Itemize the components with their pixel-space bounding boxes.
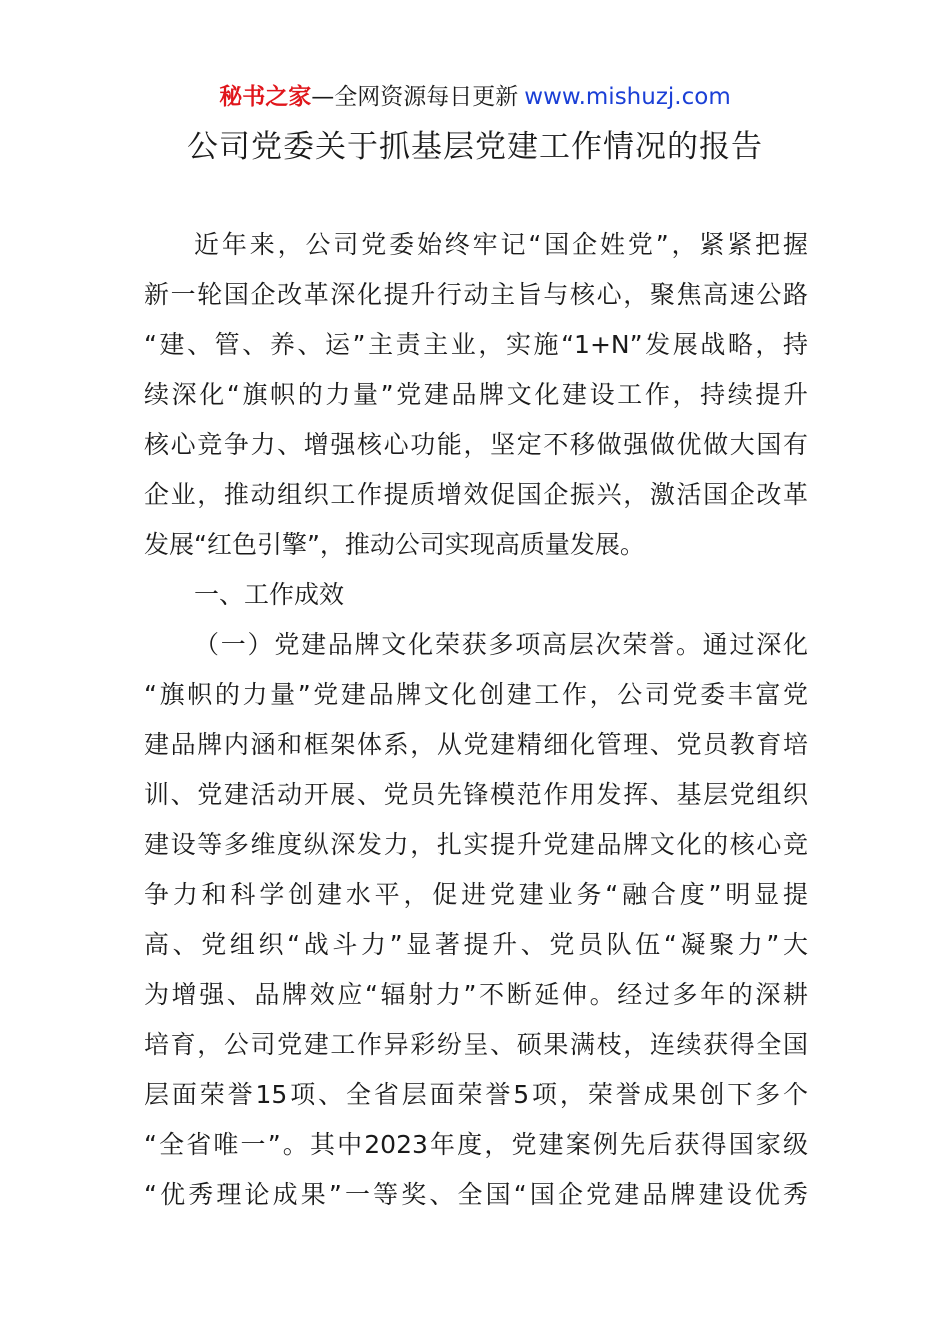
body-line: “优秀理论成果”一等奖、全国“国企党建品牌建设优秀 xyxy=(144,1180,808,1209)
body-line: 高、党组织“战斗力”显著提升、党员队伍“凝聚力”大 xyxy=(144,930,808,959)
body-line: 企业，推动组织工作提质增效促国企振兴，激活国企改革 xyxy=(144,480,808,509)
body-line: 培育，公司党建工作异彩纷呈、硕果满枝，连续获得全国 xyxy=(144,1030,808,1059)
body-line: 核心竞争力、增强核心功能，坚定不移做强做优做大国有 xyxy=(144,430,808,459)
body-line: 建品牌内涵和框架体系，从党建精细化管理、党员教育培 xyxy=(144,730,808,759)
body-line: “旗帜的力量”党建品牌文化创建工作，公司党委丰富党 xyxy=(144,680,808,709)
body-line: “建、管、养、运”主责主业，实施“1+N”发展战略，持 xyxy=(144,330,808,359)
section-heading: 一、工作成效 xyxy=(194,580,345,609)
body-line: 建设等多维度纵深发力，扎实提升党建品牌文化的核心竞 xyxy=(144,830,808,859)
site-url-link[interactable]: www.mishuzj.com xyxy=(524,84,731,110)
body-line: 发展“红色引擎”，推动公司实现高质量发展。 xyxy=(144,530,645,559)
body-line: （一）党建品牌文化荣获多项高层次荣誉。通过深化 xyxy=(194,630,808,659)
body-line: 为增强、品牌效应“辐射力”不断延伸。经过多年的深耕 xyxy=(144,980,808,1009)
body-line: 争力和科学创建水平，促进党建业务“融合度”明显提 xyxy=(144,880,808,909)
site-slogan: —全网资源每日更新 xyxy=(311,84,519,110)
body-line: 训、党建活动开展、党员先锋模范作用发挥、基层党组织 xyxy=(144,780,808,809)
body-line: “全省唯一”。其中2023年度，党建案例先后获得国家级 xyxy=(144,1130,808,1159)
body-line: 近年来，公司党委始终牢记“国企姓党”，紧紧把握 xyxy=(194,230,808,259)
document-body xyxy=(144,220,808,1220)
body-line: 新一轮国企改革深化提升行动主旨与核心，聚焦高速公路 xyxy=(144,280,808,309)
document-title: 公司党委关于抓基层党建工作情况的报告 xyxy=(187,129,763,165)
body-line: 层面荣誉15项、全省层面荣誉5项，荣誉成果创下多个 xyxy=(144,1080,808,1109)
site-header xyxy=(0,80,950,114)
body-line: 续深化“旗帜的力量”党建品牌文化建设工作，持续提升 xyxy=(144,380,808,409)
site-brand: 秘书之家 xyxy=(219,84,312,110)
